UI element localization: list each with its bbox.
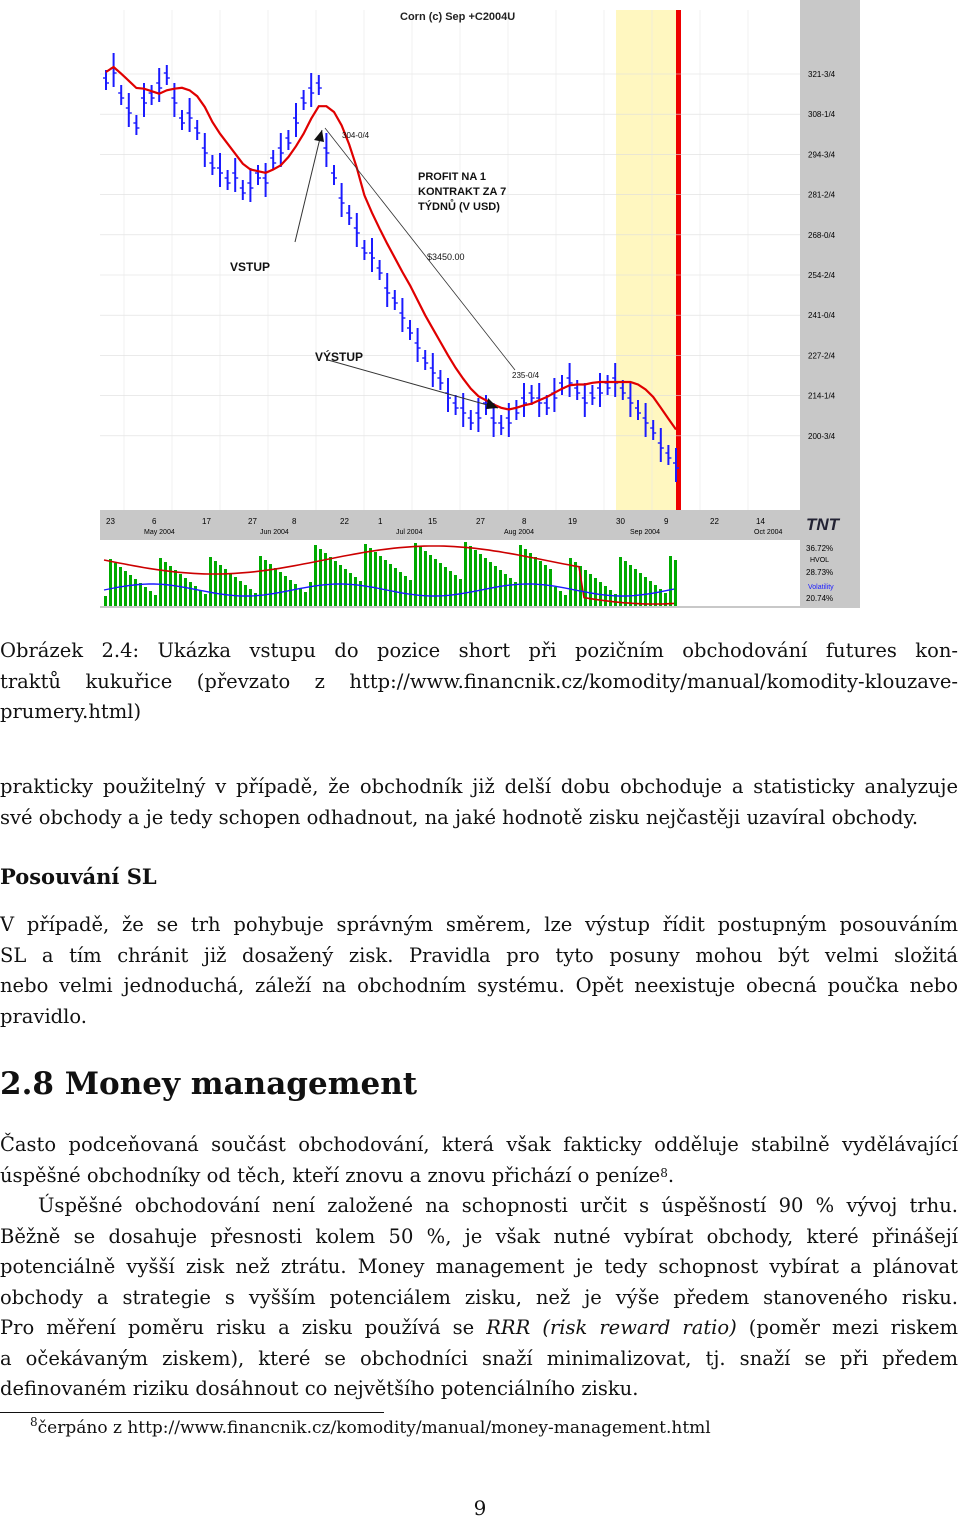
volume-bar <box>559 591 562 606</box>
volume-bar <box>609 590 612 606</box>
volume-bar <box>159 558 162 606</box>
volume-bar <box>489 562 492 606</box>
figure-caption <box>0 636 958 728</box>
caption-line: Obrázek 2.4: Ukázka vstupu do pozice short při pozičním obchodování futures kon- <box>0 639 958 662</box>
y-tick-label: 308-1/4 <box>808 110 836 120</box>
volume-bar <box>504 574 507 606</box>
volume-bar <box>104 596 107 606</box>
footnote-ref[interactable]: 8 <box>660 1165 668 1180</box>
volume-bar <box>114 563 117 606</box>
paragraph-line <box>0 1161 958 1192</box>
y-tick-label: 254-2/4 <box>808 271 836 280</box>
page-number: 9 <box>473 1496 487 1520</box>
x-tick-label: 14 <box>756 517 765 526</box>
x-tick-label: 1 <box>378 517 383 526</box>
x-tick-label: 8 <box>292 517 297 526</box>
y-tick-label: 227-2/4 <box>808 351 836 361</box>
x-axis-tick-labels <box>106 517 765 526</box>
volume-bar <box>669 556 672 606</box>
volume-bar <box>204 594 207 606</box>
brand-logo: TNT <box>806 515 840 534</box>
volume-bar <box>344 569 347 606</box>
paragraph <box>0 1130 958 1405</box>
paragraph-line: V případě, že se trh pohybuje správným směrem, lze výstup řídit postupným posouváním <box>0 913 958 936</box>
volume-bar <box>494 566 497 606</box>
label-profit-value: $3450.00 <box>427 252 465 262</box>
chart-title: Corn (c) Sep +C2004U <box>400 11 516 23</box>
subsection-heading: Posouvání SL <box>0 864 157 889</box>
y-tick-label: 268-0/4 <box>808 230 836 240</box>
volume-bar <box>109 559 112 606</box>
volatility-mid: 28.73% <box>806 568 834 577</box>
volume-bar <box>374 552 377 606</box>
volume-bar <box>539 561 542 606</box>
volume-bar <box>219 565 222 606</box>
volume-bar <box>184 578 187 606</box>
volume-bar <box>314 545 317 606</box>
section-heading: 2.8 Money management <box>0 1066 418 1102</box>
paragraph-line: a očekávaným ziskem), které se obchodníci snaží minimalizovat, tj. snaží se při předem <box>0 1346 958 1370</box>
label-profit-3: TÝDNŮ (V USD) <box>418 201 500 213</box>
volume-bar <box>144 587 147 606</box>
volatility-high: 36.72% <box>806 544 834 553</box>
rrr-term: RRR (risk reward ratio) <box>486 1316 737 1339</box>
paragraph-line: definovaném riziku dosáhnout co největšího potenciálního zisku. <box>0 1377 639 1400</box>
paragraph-line: nebo velmi jednoduchá, záleží na obchodním systému. Opět neexistuje obecná poučka nebo <box>0 974 958 997</box>
label-price-low: 235-0/4 <box>512 371 540 380</box>
month-label: Jul 2004 <box>396 529 423 536</box>
paragraph-line <box>0 1313 958 1344</box>
paragraph-line: pravidlo. <box>0 1004 87 1028</box>
volume-bar <box>674 560 677 606</box>
volume-bar <box>529 553 532 606</box>
price-chart-figure <box>100 0 860 608</box>
footnote-text: čerpáno z http://www.financnik.cz/komodity/manual/money-management.html <box>37 1418 711 1438</box>
y-tick-label: 321-3/4 <box>808 70 836 79</box>
volume-bar <box>134 579 137 606</box>
volume-bar <box>479 554 482 606</box>
volume-bar <box>549 569 552 606</box>
volume-bar <box>239 581 242 606</box>
volume-bar <box>429 555 432 606</box>
volume-bar <box>449 571 452 606</box>
paragraph-line: Úspěšné obchodování není založené na schopnosti určit s úspěšností 90 % vývoj trhu. <box>38 1194 958 1217</box>
volume-bar <box>654 585 657 606</box>
volume-bar <box>209 557 212 606</box>
volume-bar <box>604 586 607 606</box>
volume-bar <box>214 561 217 606</box>
volume-bar <box>554 587 557 606</box>
exit-marker-line <box>676 10 681 510</box>
x-tick-label: 22 <box>710 517 719 526</box>
paragraph-text: . <box>667 1163 675 1187</box>
month-label: Oct 2004 <box>754 529 783 536</box>
volume-bar <box>484 558 487 606</box>
volume-bar <box>534 557 537 606</box>
x-tick-label: 17 <box>202 517 211 526</box>
volume-bar <box>424 551 427 606</box>
volume-bar <box>524 549 527 606</box>
volume-bar <box>594 578 597 606</box>
y-tick-label: 294-3/4 <box>808 150 836 160</box>
x-tick-label: 19 <box>568 517 577 526</box>
volume-bar <box>294 584 297 606</box>
y-tick-label: 241-0/4 <box>808 311 836 321</box>
footnote-rule <box>0 1412 384 1413</box>
month-label: May 2004 <box>144 529 175 536</box>
footnote <box>30 1415 711 1438</box>
paragraph-line: Často podceňovaná součást obchodování, která však fakticky odděluje stabilně vydělávající <box>0 1133 958 1156</box>
month-label: Aug 2004 <box>504 529 534 536</box>
volume-bar <box>459 579 462 606</box>
volume-bar <box>509 578 512 606</box>
volume-bar <box>414 543 417 606</box>
x-tick-label: 9 <box>664 517 669 526</box>
label-profit-2: KONTRAKT ZA 7 <box>418 186 507 198</box>
volume-bar <box>434 559 437 606</box>
x-tick-label: 23 <box>106 517 115 526</box>
volume-bar <box>389 564 392 606</box>
volume-bar <box>329 557 332 606</box>
volume-bar <box>234 577 237 606</box>
volume-bar <box>364 544 367 606</box>
volume-bar <box>324 553 327 606</box>
x-tick-label: 27 <box>248 517 257 526</box>
label-vystup: VÝSTUP <box>315 350 364 364</box>
volume-bar <box>384 560 387 606</box>
volume-bar <box>259 556 262 606</box>
volume-bar <box>639 573 642 606</box>
y-tick-label: 214-1/4 <box>808 391 836 401</box>
volume-bar <box>349 573 352 606</box>
volume-bar <box>129 575 132 606</box>
volume-bar <box>634 569 637 606</box>
volume-bar <box>519 545 522 606</box>
x-tick-label: 15 <box>428 517 437 526</box>
caption-line: prumery.html) <box>0 700 142 723</box>
volume-bar <box>264 560 267 606</box>
volume-bar <box>154 595 157 606</box>
volume-bar <box>319 549 322 606</box>
paragraph <box>0 772 958 833</box>
paragraph-text: úspěšné obchodníky od těch, kteří znovu a znovu přichází o peníze <box>0 1163 661 1187</box>
x-tick-label: 6 <box>152 517 157 526</box>
y-tick-label: 200-3/4 <box>808 431 836 441</box>
volume-bar <box>469 546 472 606</box>
paragraph-text: Pro měření poměru risku a zisku používá se <box>0 1316 487 1339</box>
volume-bar <box>394 568 397 606</box>
paragraph <box>0 910 958 1032</box>
volume-bar <box>584 570 587 606</box>
volume-bar <box>474 550 477 606</box>
x-tick-label: 30 <box>616 517 625 526</box>
volume-bar <box>369 548 372 606</box>
volume-bar <box>444 567 447 606</box>
volume-bar <box>454 575 457 606</box>
paragraph-line: Běžně se dosahuje přesnosti kolem 50 %, je však nutné vybírat obchody, které přinášejí <box>0 1224 958 1248</box>
volume-bar <box>589 574 592 606</box>
paragraph-line: obchody a strategie s vyšším potenciálem zisku, než je výše předem stanoveného risku. <box>0 1285 958 1309</box>
paragraph-text: (poměr mezi riskem <box>736 1316 958 1339</box>
volume-bar <box>409 580 412 606</box>
volume-bar <box>629 565 632 606</box>
volume-bar <box>174 570 177 606</box>
footnote-mark: 8 <box>30 1415 38 1429</box>
paragraph-line: SL a tím chránit již dosažený zisk. Pravidla pro tyto posuny mohou být velmi složitá <box>0 943 958 967</box>
volume-bar <box>179 574 182 606</box>
x-tick-label: 27 <box>476 517 485 526</box>
volatility-hvol: HVOL <box>810 557 830 564</box>
volume-bar <box>289 580 292 606</box>
y-tick-label: 281-2/4 <box>808 190 836 200</box>
volume-bar <box>189 582 192 606</box>
volume-bar <box>624 561 627 606</box>
volume-bar <box>619 557 622 606</box>
volume-bar <box>499 570 502 606</box>
month-label: Sep 2004 <box>630 529 660 536</box>
volume-bar <box>644 577 647 606</box>
label-price-high: 304-0/4 <box>342 131 370 140</box>
volume-bar <box>249 589 252 606</box>
x-tick-label: 8 <box>522 517 527 526</box>
volume-bar <box>439 563 442 606</box>
volume-bar <box>419 547 422 606</box>
volume-bar <box>464 542 467 606</box>
volume-bar <box>514 582 517 606</box>
label-profit-1: PROFIT NA 1 <box>418 171 487 183</box>
month-label: Jun 2004 <box>260 529 289 536</box>
volume-bar <box>274 568 277 606</box>
volume-bar <box>124 571 127 606</box>
x-tick-label: 22 <box>340 517 349 526</box>
volume-bar <box>149 591 152 606</box>
volume-bar <box>139 583 142 606</box>
label-vstup: VSTUP <box>230 260 271 274</box>
volume-bar <box>379 556 382 606</box>
paragraph-line: potenciálně vyšší zisk než ztrátu. Money management je tedy schopnost vybírat a plánovat <box>0 1255 958 1278</box>
volume-bar <box>199 590 202 606</box>
paragraph-line: prakticky použitelný v případě, že obchodník již delší dobu obchoduje a statisticky analyzuje <box>0 775 958 798</box>
volume-bar <box>279 572 282 606</box>
volume-bar <box>339 565 342 606</box>
paragraph-line: své obchody a je tedy schopen odhadnout, na jaké hodnotě zisku nejčastěji uzavíral obchody. <box>0 805 919 829</box>
volume-bar <box>354 577 357 606</box>
volume-bar <box>574 562 577 606</box>
volatility-label: Volatility <box>808 584 834 591</box>
volume-bar <box>564 595 567 606</box>
volume-bar <box>304 592 307 606</box>
volume-bar <box>399 572 402 606</box>
volume-bar <box>229 573 232 606</box>
volume-bar <box>299 588 302 606</box>
volume-bar <box>309 582 312 606</box>
caption-line: traktů kukuřice (převzato z http://www.financnik.cz/komodity/manual/komodity-klouzave- <box>0 669 958 693</box>
volatility-low: 20.74% <box>806 594 834 603</box>
volume-bar <box>404 576 407 606</box>
